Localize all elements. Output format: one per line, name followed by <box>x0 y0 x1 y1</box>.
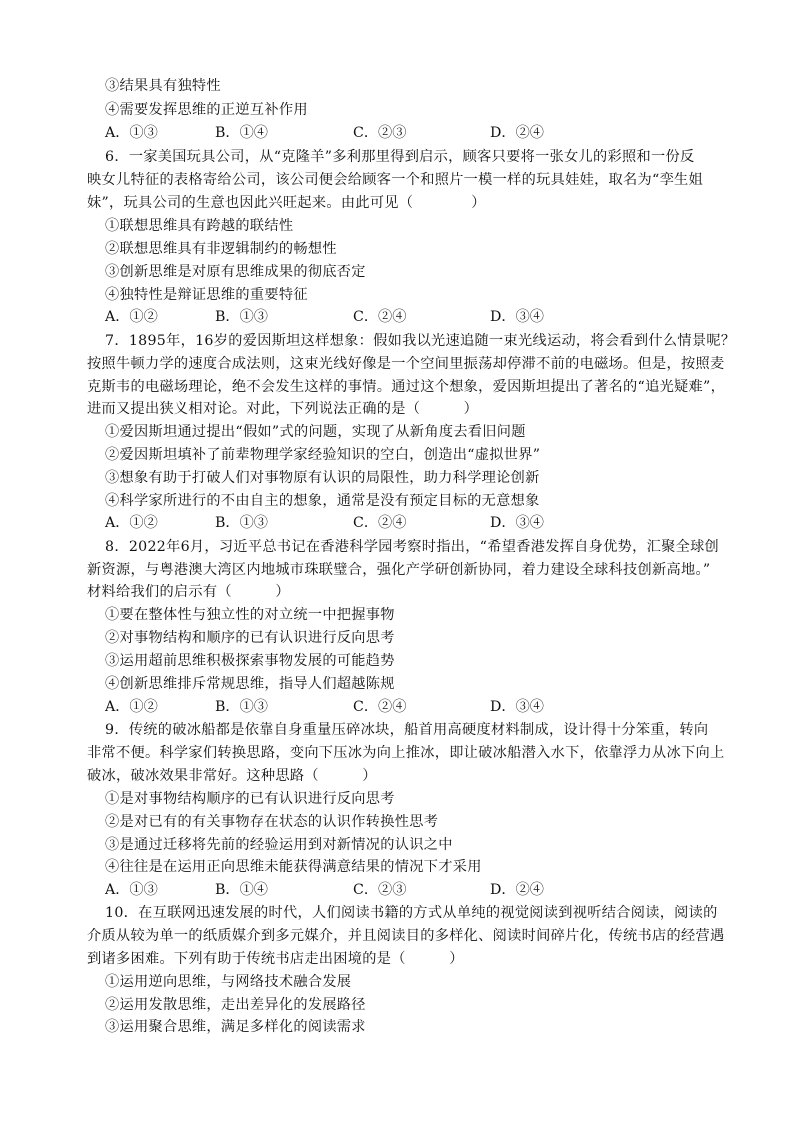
q8-stem-line-2: 新资源，与粤港澳大湾区内地城市珠联璧合，强化产学研创新协同，着力建设全球科技创新高地。” <box>87 562 711 578</box>
q5-option-d: D．②④ <box>490 125 544 141</box>
q9-option-b: B．①④ <box>215 882 268 898</box>
q5-item-3: ③结果具有独特性 <box>105 78 221 94</box>
q10-item-2: ②运用发散思维，走出差异化的发展路径 <box>105 997 366 1013</box>
q8-item-2: ②对事物结构和顺序的已有认识进行反向思考 <box>105 630 395 646</box>
q7-stem-line-3: 克斯韦的电磁场理论，绝不会发生这样的事情。通过这个想象，爱因斯坦提出了著名的“追光疑难”， <box>87 379 726 395</box>
q7-options <box>105 513 705 533</box>
q7-item-4: ④科学家所进行的不由自主的想象，通常是没有预定目标的无意想象 <box>105 493 540 509</box>
q9-option-a: A．①③ <box>105 882 158 898</box>
q7-item-3: ③想象有助于打破人们对事物原有认识的局限性，助力科学理论创新 <box>105 470 540 486</box>
q6-option-a: A．①② <box>105 309 158 325</box>
q9-item-2: ②是对已有的有关事物存在状态的认识作转换性思考 <box>105 814 439 830</box>
q5-options <box>105 123 705 143</box>
q9-option-d: D．②④ <box>490 882 544 898</box>
q6-option-b: B．①③ <box>215 309 268 325</box>
q6-stem-line-2: 映女儿特征的表格寄给公司，该公司便会给顾客一个和照片一模一样的玩具娃娃，取名为“孪生姐 <box>87 172 704 188</box>
q7-item-1: ①爱因斯坦通过提出“假如”式的问题，实现了从新角度去看旧问题 <box>105 424 526 440</box>
q10-stem-line-1: 10．在互联网迅速发展的时代，人们阅读书籍的方式从单纯的视觉阅读到视听结合阅读，阅读的 <box>105 905 718 921</box>
q9-item-3: ③是通过迁移将先前的经验运用到对新情况的认识之中 <box>105 837 453 853</box>
q8-stem-line-1: 8．2022年6月，习近平总书记在香港科学园考察时指出，“希望香港发挥自身优势，汇聚全球创 <box>105 539 720 555</box>
q8-stem-line-3: 材料给我们的启示有（ ） <box>87 584 290 600</box>
q7-stem-line-1: 7．1895年，16岁的爱因斯坦这样想象：假如我以光速追随一束光线运动，将会看到什么情景呢？ <box>105 333 736 349</box>
q9-item-1: ①是对事物结构顺序的已有认识进行反向思考 <box>105 791 395 807</box>
q6-stem-line-1: 6．一家美国玩具公司，从“克隆羊”多利那里得到启示，顾客只要将一张女儿的彩照和一份反 <box>105 149 695 165</box>
q8-option-c: C．②④ <box>353 699 407 715</box>
q7-stem-line-2: 按照牛顿力学的速度合成法则，这束光线好像是一个空间里振荡却停滞不前的电磁场。但是，按照麦 <box>87 356 725 372</box>
q6-option-c: C．②④ <box>353 309 407 325</box>
q7-stem-line-4: 进而又提出狭义相对论。对此，下列说法正确的是（ ） <box>87 401 479 417</box>
q6-item-3: ③创新思维是对原有思维成果的彻底否定 <box>105 264 366 280</box>
q9-stem-line-2: 非常不便。科学家们转换思路，变向下压冰为向上推冰，即让破冰船潜入水下，依靠浮力从冰下向上 <box>87 745 725 761</box>
q6-item-4: ④独特性是辩证思维的重要特征 <box>105 287 308 303</box>
q10-item-3: ③运用聚合思维，满足多样化的阅读需求 <box>105 1019 366 1035</box>
q5-option-b: B．①④ <box>215 125 268 141</box>
q6-options <box>105 307 705 327</box>
q5-option-a: A．①③ <box>105 125 158 141</box>
q10-stem-line-2: 介质从较为单一的纸质媒介到多元媒介，并且阅读目的多样化、阅读时间碎片化，传统书店的经营遇 <box>87 928 725 944</box>
q7-item-2: ②爱因斯坦填补了前辈物理学家经验知识的空白，创造出“虚拟世界” <box>105 447 541 463</box>
q7-option-a: A．①② <box>105 515 158 531</box>
q9-item-4: ④往往是在运用正向思维未能获得满意结果的情况下才采用 <box>105 859 482 875</box>
q5-item-4: ④需要发挥思维的正逆互补作用 <box>105 102 308 118</box>
q5-option-c: C．②③ <box>353 125 407 141</box>
q8-item-4: ④创新思维排斥常规思维，指导人们超越陈规 <box>105 676 395 692</box>
q9-stem-line-1: 9．传统的破冰船都是依靠自身重量压碎冰块，船首用高硬度材料制成，设计得十分笨重，转向 <box>105 722 709 738</box>
q8-option-d: D．③④ <box>490 699 544 715</box>
q7-option-b: B．①③ <box>215 515 268 531</box>
q8-item-1: ①要在整体性与独立性的对立统一中把握事物 <box>105 607 395 623</box>
q8-option-b: B．①③ <box>215 699 268 715</box>
q7-option-c: C．②④ <box>353 515 407 531</box>
q6-item-2: ②联想思维具有非逻辑制约的畅想性 <box>105 241 337 257</box>
q10-item-1: ①运用逆向思维，与网络技术融合发展 <box>105 974 352 990</box>
q9-option-c: C．②③ <box>353 882 407 898</box>
q6-stem-line-3: 妹”，玩具公司的生意也因此兴旺起来。由此可见（ ） <box>87 195 486 211</box>
q8-item-3: ③运用超前思维积极探索事物发展的可能趋势 <box>105 653 395 669</box>
q8-options <box>105 697 705 717</box>
q9-stem-line-3: 破冰，破冰效果非常好。这种思路（ ） <box>87 768 377 784</box>
q8-option-a: A．①② <box>105 699 158 715</box>
q6-option-d: D．③④ <box>490 309 544 325</box>
q10-stem-line-3: 到诸多困难。下列有助于传统书店走出困境的是（ ） <box>87 951 464 967</box>
q6-item-1: ①联想思维具有跨越的联结性 <box>105 218 294 234</box>
q9-options <box>105 880 705 900</box>
q7-option-d: D．③④ <box>490 515 544 531</box>
